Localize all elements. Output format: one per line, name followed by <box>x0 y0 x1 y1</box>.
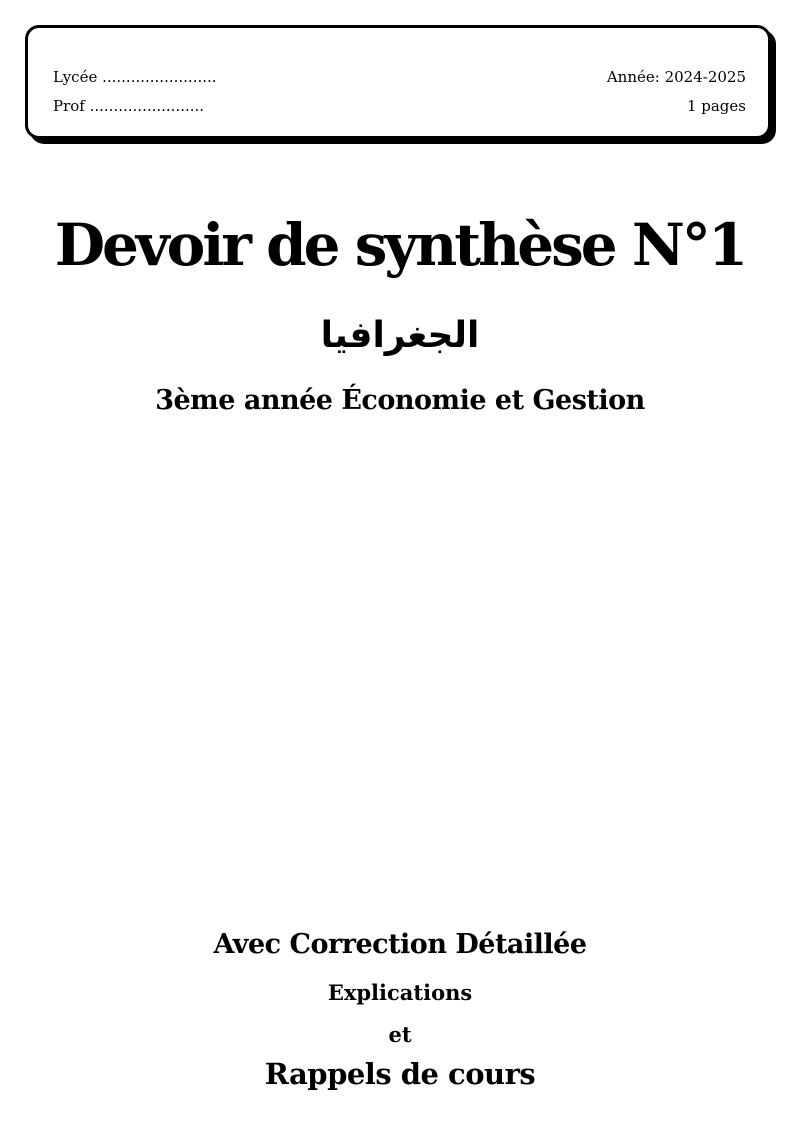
correction-label: Avec Correction Détaillée <box>213 929 587 960</box>
subject-arabic: الجغرافيا <box>320 315 480 356</box>
page-count: 1 pages <box>686 97 746 115</box>
header-left <box>53 63 217 121</box>
et-label: et <box>388 1022 412 1047</box>
document-title: Devoir de synthèse N°1 <box>54 211 746 279</box>
header-box <box>25 25 771 139</box>
class-level: 3ème année Économie et Gestion <box>155 385 645 416</box>
lycee-field: Lycée ........................ <box>53 68 217 86</box>
header-right <box>607 63 746 121</box>
explications-label: Explications <box>327 980 473 1005</box>
prof-field: Prof ........................ <box>53 97 205 115</box>
school-year: Année: 2024-2025 <box>606 68 746 86</box>
rappels-label: Rappels de cours <box>264 1057 536 1091</box>
